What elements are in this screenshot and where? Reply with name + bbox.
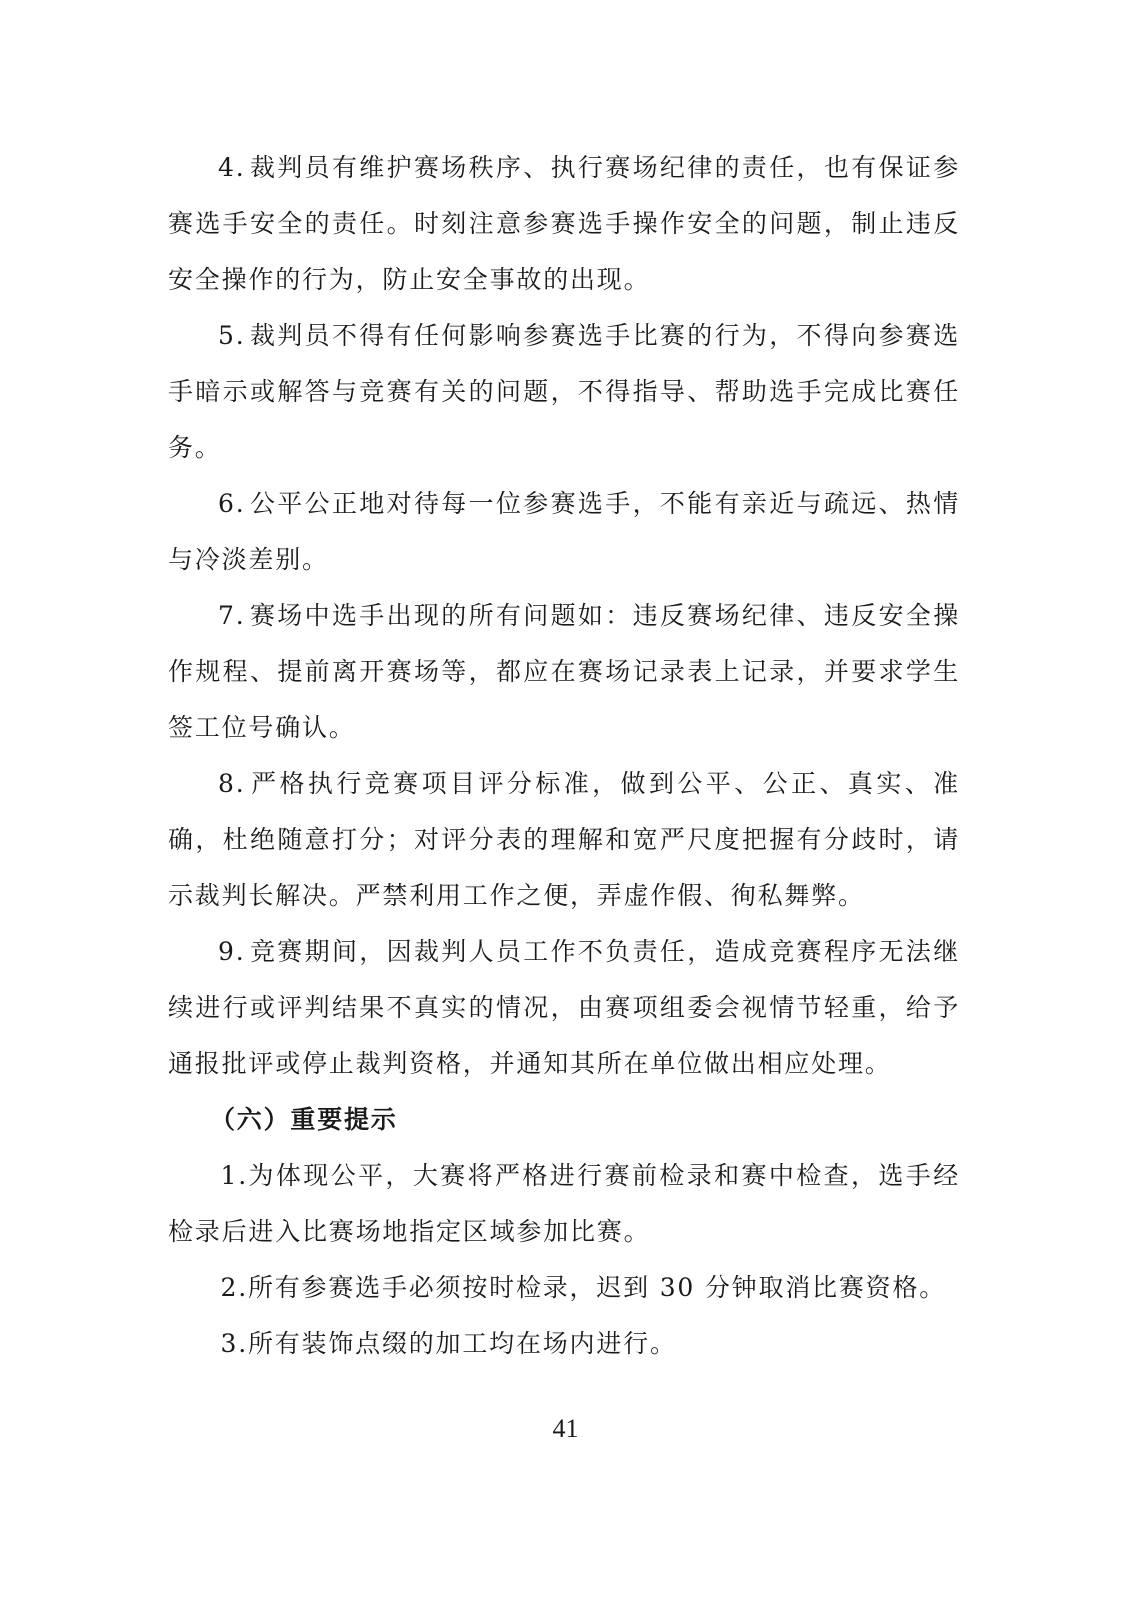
rule-5 [168, 308, 960, 476]
tip-text: 为体现公平，大赛将严格进行赛前检录和赛中检查，选手经检录后进入比赛场地指定区域参加比赛。 [168, 1161, 960, 1246]
rule-9 [168, 924, 960, 1092]
tip-2 [168, 1260, 960, 1316]
rule-number: 6. [218, 489, 246, 518]
tip-1 [168, 1148, 960, 1260]
tip-3 [168, 1316, 960, 1372]
rule-text: 赛场中选手出现的所有问题如：违反赛场纪律、违反安全操作规程、提前离开赛场等，都应在赛场记录表上记录，并要求学生签工位号确认。 [168, 601, 960, 742]
rule-7 [168, 588, 960, 756]
tip-number: 1. [220, 1161, 248, 1190]
rule-text: 严格执行竞赛项目评分标准，做到公平、公正、真实、准确，杜绝随意打分；对评分表的理解和宽严尺度把握有分歧时，请示裁判长解决。严禁利用工作之便，弄虚作假、徇私舞弊。 [168, 769, 960, 910]
tip-text: 所有装饰点缀的加工均在场内进行。 [247, 1329, 677, 1358]
rule-number: 7. [218, 601, 246, 630]
tip-text: 所有参赛选手必须按时检录，迟到 30 分钟取消比赛资格。 [247, 1273, 947, 1302]
document-body [168, 140, 960, 1372]
tip-number: 2. [220, 1273, 248, 1302]
rule-6 [168, 476, 960, 588]
rule-number: 5. [218, 321, 246, 350]
rule-text: 裁判员有维护赛场秩序、执行赛场纪律的责任，也有保证参赛选手安全的责任。时刻注意参赛选手操作安全的问题，制止违反安全操作的行为，防止安全事故的出现。 [168, 153, 960, 294]
rule-4 [168, 140, 960, 308]
tip-number: 3. [220, 1329, 248, 1358]
rule-number: 4. [218, 153, 246, 182]
rule-8 [168, 756, 960, 924]
page-number: 41 [552, 1414, 579, 1443]
rule-number: 9. [218, 937, 246, 966]
rule-number: 8. [218, 769, 246, 798]
rule-text: 裁判员不得有任何影响参赛选手比赛的行为，不得向参赛选手暗示或解答与竞赛有关的问题，不得指导、帮助选手完成比赛任务。 [168, 321, 960, 462]
rule-text: 竞赛期间，因裁判人员工作不负责任，造成竞赛程序无法继续进行或评判结果不真实的情况，由赛项组委会视情节轻重，给予通报批评或停止裁判资格，并通知其所在单位做出相应处理。 [168, 937, 960, 1078]
section-heading: （六）重要提示 [210, 1105, 398, 1134]
rule-text: 公平公正地对待每一位参赛选手，不能有亲近与疏远、热情与冷淡差别。 [168, 489, 960, 574]
